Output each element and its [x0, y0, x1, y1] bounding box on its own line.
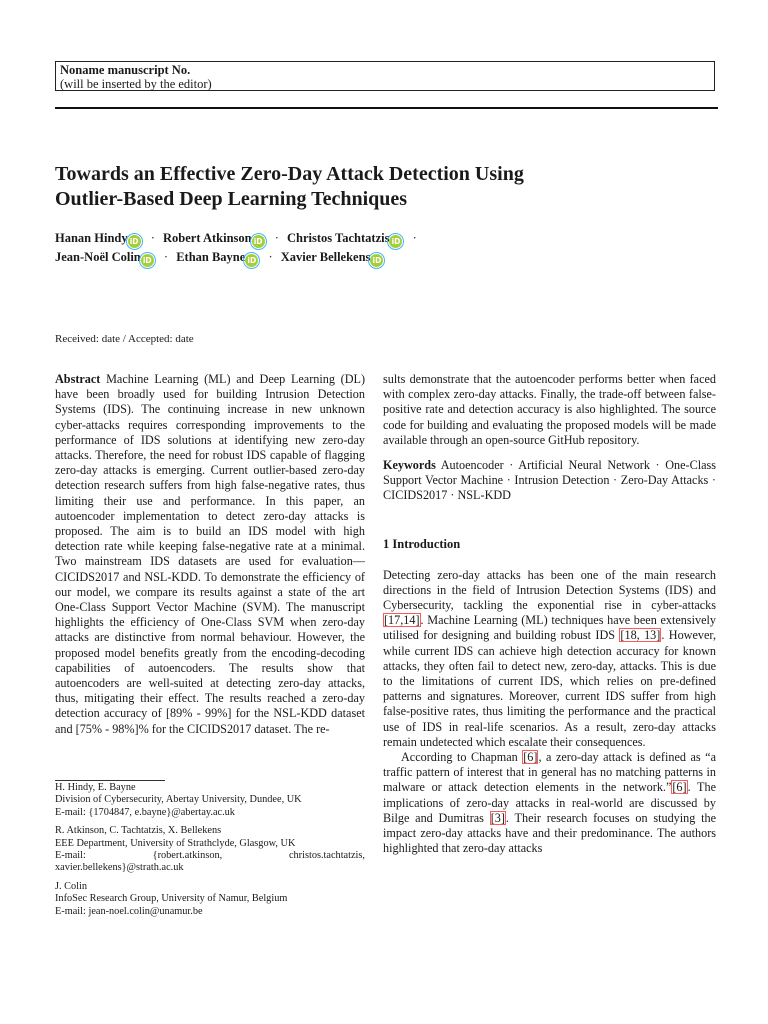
citation-link[interactable]: [6]	[523, 750, 538, 765]
affiliation-email-continued: xavier.bellekens}@strath.ac.uk	[55, 862, 184, 874]
right-column	[383, 372, 716, 856]
orcid-icon[interactable]: iD	[141, 254, 154, 267]
email-part: christos.tachtatzis,	[288, 850, 365, 862]
citation-link[interactable]: [17,14]	[384, 613, 420, 628]
orcid-icon[interactable]: iD	[245, 254, 258, 267]
orcid-icon[interactable]: iD	[370, 254, 383, 267]
affiliation-department: InfoSec Research Group, University of Namur, Belgium	[55, 893, 288, 905]
intro-text: . Their research focuses on studying the impact zero-day attacks have and their predominance. The authors highlighted that zero-day attacks	[383, 810, 717, 856]
paper-title	[55, 162, 715, 212]
author-list	[55, 229, 715, 267]
header-rule	[55, 107, 718, 109]
affiliation-block	[55, 881, 365, 918]
abstract-body: Machine Learning (ML) and Deep Learning (DL) have been broadly used for building Intrusion Detection Systems (IDS). The continuing increase in new unknown cyber-attacks requires corresponding improvements to the performance of IDS solutions at identifying new zero-day attacks. Therefore, the need for robust IDS capable of flagging zero-day attacks is emerging. Current outlier-based zero-day detection research suffers from high false-negative rates, thus limiting their use and performance. In this paper, an autoencoder implementation to detect zero-day attacks is proposed. The aim is to build an IDS model with high detection rate while keeping false-negative rate at a minimal. Two mainstream IDS datasets are used for evaluation—CICIDS2017 and NSL-KDD. To demonstrate the efficiency of our model, we compare its results against a state of the art One-Class Support Vector Machine (SVM). The manuscript highlights the efficiency of One-Class SVM when zero-day attacks are distinctive from normal behaviour. However, the proposed model benefits greatly from the encoding-decoding capabilities of autoencoders. The results show that autoencoders are well-suited at detecting zero-day attacks, thus, mitigating their effect. The results reached a zero-day detection accuracy of [89% - 99%] for the NSL-KDD dataset and [75% - 98%]% for the CICIDS2017 dataset. The re-	[55, 372, 365, 736]
abstract-continuation: sults demonstrate that the autoencoder performs better when faced with complex zero-day attacks. Finally, the trade-off between false-positive rate and detection accuracy is also highlighted. The source code for building and evaluating the proposed models will be made available through an open-source GitHub repository.	[383, 372, 716, 447]
intro-text: Detecting zero-day attacks has been one of the main research directions in the field of Intrusion Detection Systems (IDS) and Cybersecurity, tackling the exponential rise in cyber-attacks	[383, 567, 716, 613]
email-label: E-mail:	[55, 850, 86, 862]
affiliation-email	[55, 850, 365, 862]
received-date: Received: date / Accepted: date	[55, 333, 194, 345]
section-heading-introduction: 1 Introduction	[383, 536, 461, 551]
affiliation-email: E-mail: jean-noel.colin@unamur.be	[55, 905, 203, 917]
orcid-icon[interactable]: iD	[389, 235, 402, 248]
intro-text: According to Chapman	[401, 750, 523, 765]
affiliation-block	[55, 825, 365, 875]
keywords-body: Autoencoder · Artificial Neural Network · One-Class Support Vector Machine · Intrusion Detection · Zero-Day Attacks · CICIDS2017 · NSL-KDD	[383, 458, 716, 503]
email-part: {robert.atkinson,	[152, 850, 223, 862]
intro-text: , a zero-day attack is defined as “a traffic pattern of interest that in general has no matching patterns in malware or attack detection elements in the network.”	[383, 750, 716, 795]
title-line-2: Outlier-Based Deep Learning Techniques	[55, 188, 408, 210]
author-name: Christos Tachtatzis	[287, 231, 390, 245]
author-name: Xavier Bellekens	[280, 250, 371, 264]
affiliation-department: Division of Cybersecurity, Abertay University, Dundee, UK	[55, 794, 302, 806]
affiliation-names: H. Hindy, E. Bayne	[55, 782, 136, 793]
affiliations	[55, 782, 365, 924]
orcid-icon[interactable]: iD	[128, 235, 141, 248]
affiliation-email: E-mail: {1704847, e.bayne}@abertay.ac.uk	[55, 806, 235, 818]
title-line-1: Towards an Effective Zero-Day Attack Detection Using	[55, 163, 524, 185]
author-separator: ·	[412, 231, 417, 245]
keywords	[383, 458, 716, 504]
author-separator: ·	[163, 250, 169, 264]
author-name: Ethan Bayne	[176, 250, 246, 264]
abstract	[55, 372, 365, 737]
author-separator: ·	[150, 231, 155, 245]
citation-link[interactable]: [18, 13]	[620, 628, 661, 643]
orcid-icon[interactable]: iD	[252, 235, 265, 248]
keywords-heading: Keywords	[383, 458, 436, 473]
author-line-1	[55, 229, 715, 248]
citation-link[interactable]: [6]	[672, 780, 687, 795]
manuscript-number: Noname manuscript No.	[60, 63, 191, 77]
author-line-2	[55, 248, 715, 267]
author-name: Hanan Hindy	[55, 231, 128, 245]
intro-text: . However, while current IDS can achieve high detection accuracy for known attacks, they often fail to detect new, zero-day, attacks. This is due to the limitations of current IDS, which relies on pre-defined patterns and signatures. Moreover, current IDS suffer from high false-positive rates, thus limiting the performance and the practical use of IDS in real-life scenarios. As a result, zero-day attacks remain undetected which escalate their consequences.	[383, 628, 716, 749]
author-name: Robert Atkinson	[163, 231, 252, 245]
author-name: Jean-Noël Colin	[55, 250, 141, 264]
intro-paragraph-1	[383, 568, 716, 750]
affiliation-block	[55, 782, 365, 819]
editor-note: (will be inserted by the editor)	[60, 77, 212, 91]
affiliation-names: J. Colin	[55, 880, 88, 892]
affiliation-department: EEE Department, University of Strathclyde, Glasgow, UK	[55, 837, 296, 849]
author-separator: ·	[268, 250, 273, 264]
left-column	[55, 372, 365, 737]
intro-text: . Machine Learning (ML) techniques have been extensively utilised for designing and building robust IDS	[383, 613, 716, 643]
author-separator: ·	[274, 231, 279, 245]
intro-text: . The implications of zero-day attacks in real-world are discussed by Bilge and Dumitras	[383, 780, 716, 825]
manuscript-number-box	[55, 61, 715, 91]
abstract-heading: Abstract	[55, 372, 101, 386]
intro-paragraph-2	[383, 750, 716, 856]
citation-link[interactable]: [3]	[490, 810, 505, 825]
affiliation-names: R. Atkinson, C. Tachtatzis, X. Bellekens	[55, 825, 222, 837]
footnote-rule	[55, 780, 165, 781]
